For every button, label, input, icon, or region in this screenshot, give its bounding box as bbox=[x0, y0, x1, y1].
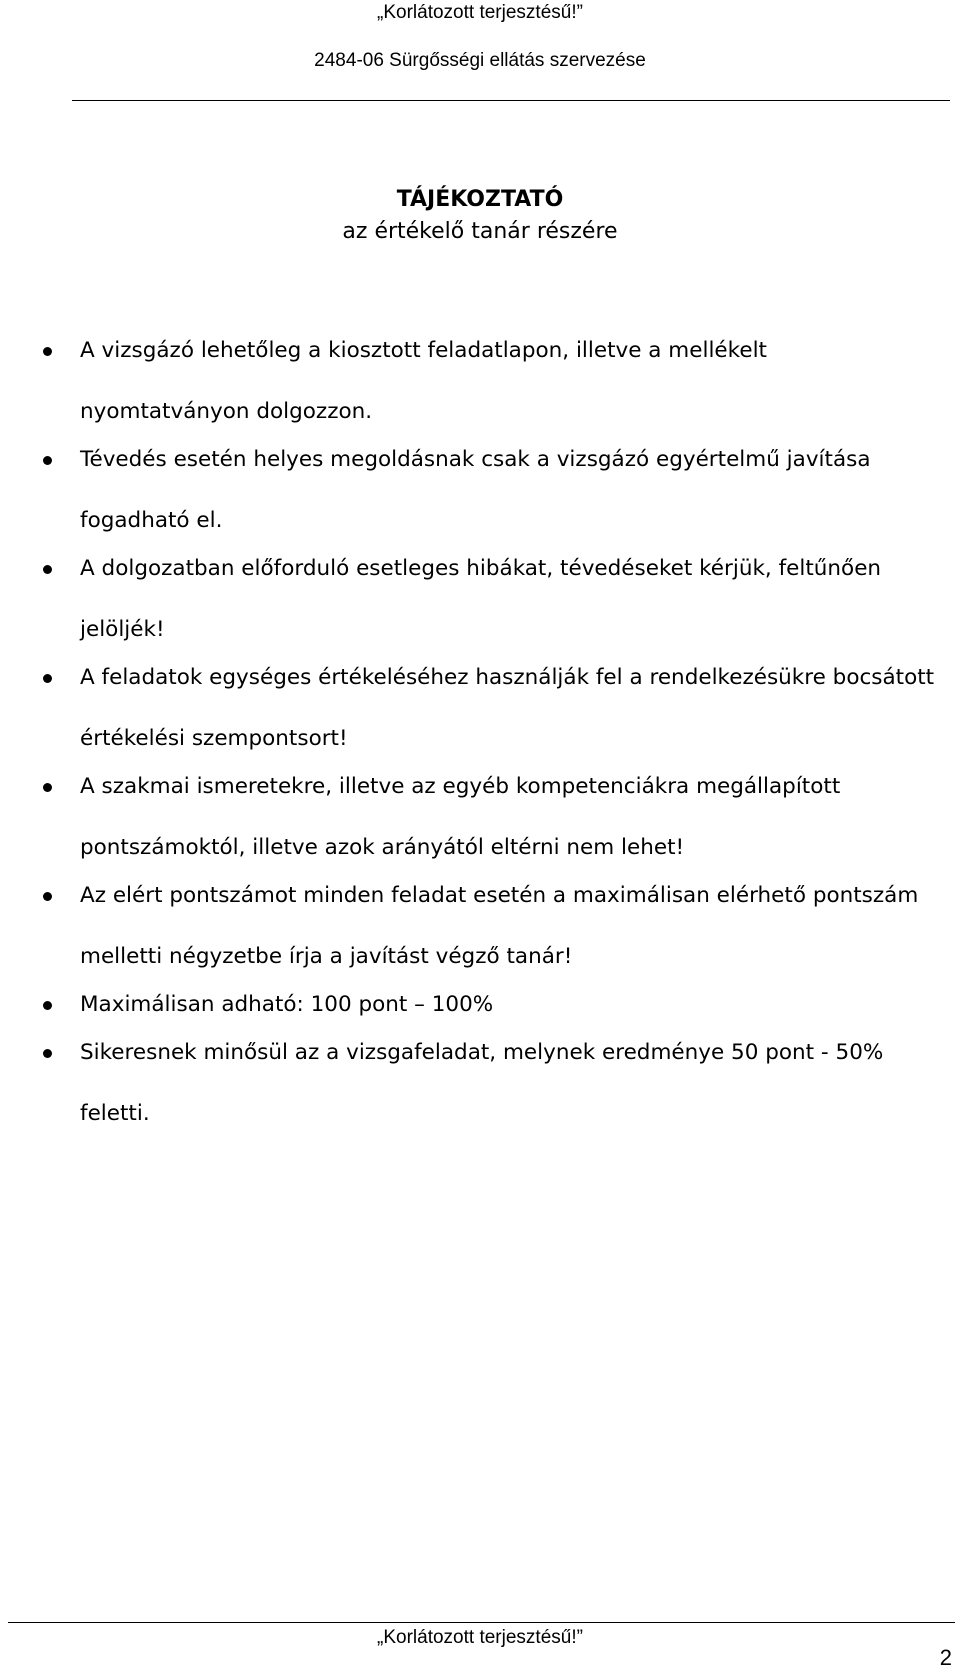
footer-restricted-notice: „Korlátozott terjesztésű!” bbox=[377, 1627, 583, 1648]
list-item bbox=[0, 865, 960, 987]
bullet-icon bbox=[43, 1001, 52, 1010]
footer-divider bbox=[8, 1622, 955, 1623]
list-item-line: nyomtatványon dolgozzon. bbox=[80, 399, 373, 424]
list-item-line: értékelési szempontsort! bbox=[80, 726, 348, 751]
list-item-line: A vizsgázó lehetőleg a kiosztott feladatlapon, illetve a mellékelt bbox=[80, 338, 767, 363]
list-item bbox=[0, 320, 960, 442]
list-item-line: feletti. bbox=[80, 1101, 150, 1126]
list-item-line: Maximálisan adható: 100 pont – 100% bbox=[80, 992, 494, 1017]
instruction-list bbox=[0, 333, 960, 1144]
list-item-line: A dolgozatban előforduló esetleges hibákat, tévedéseket kérjük, feltűnően bbox=[80, 556, 882, 581]
list-item-line: Tévedés esetén helyes megoldásnak csak a vizsgázó egyértelmű javítása bbox=[80, 447, 871, 472]
bullet-icon bbox=[43, 347, 52, 356]
list-item-line: pontszámoktól, illetve azok arányától eltérni nem lehet! bbox=[80, 835, 685, 860]
list-item-line: Sikeresnek minősül az a vizsgafeladat, melynek eredménye 50 pont - 50% bbox=[80, 1040, 884, 1065]
bullet-icon bbox=[43, 674, 52, 683]
list-item-line: jelöljék! bbox=[80, 617, 165, 642]
document-subtitle: az értékelő tanár részére bbox=[342, 219, 618, 244]
page-number: 2 bbox=[939, 1645, 952, 1670]
list-item bbox=[0, 429, 960, 551]
list-item-line: melletti négyzetbe írja a javítást végző tanár! bbox=[80, 944, 573, 969]
list-item bbox=[0, 538, 960, 660]
document-title: TÁJÉKOZTATÓ bbox=[396, 187, 564, 212]
list-item-line: A szakmai ismeretekre, illetve az egyéb kompetenciákra megállapított bbox=[80, 774, 841, 799]
bullet-icon bbox=[43, 783, 52, 792]
header-course-title: 2484-06 Sürgősségi ellátás szervezése bbox=[314, 50, 646, 71]
list-item bbox=[0, 647, 960, 769]
header-restricted-notice: „Korlátozott terjesztésű!” bbox=[377, 2, 583, 23]
list-item-line: A feladatok egységes értékeléséhez használják fel a rendelkezésükre bocsátott bbox=[80, 665, 935, 690]
list-item-line: Az elért pontszámot minden feladat esetén a maximálisan elérhető pontszám bbox=[80, 883, 919, 908]
bullet-icon bbox=[43, 892, 52, 901]
list-item bbox=[0, 756, 960, 878]
bullet-icon bbox=[43, 1049, 52, 1058]
bullet-icon bbox=[43, 456, 52, 465]
list-item bbox=[0, 1022, 960, 1144]
header-divider bbox=[72, 100, 950, 101]
list-item-line: fogadható el. bbox=[80, 508, 223, 533]
bullet-icon bbox=[43, 565, 52, 574]
